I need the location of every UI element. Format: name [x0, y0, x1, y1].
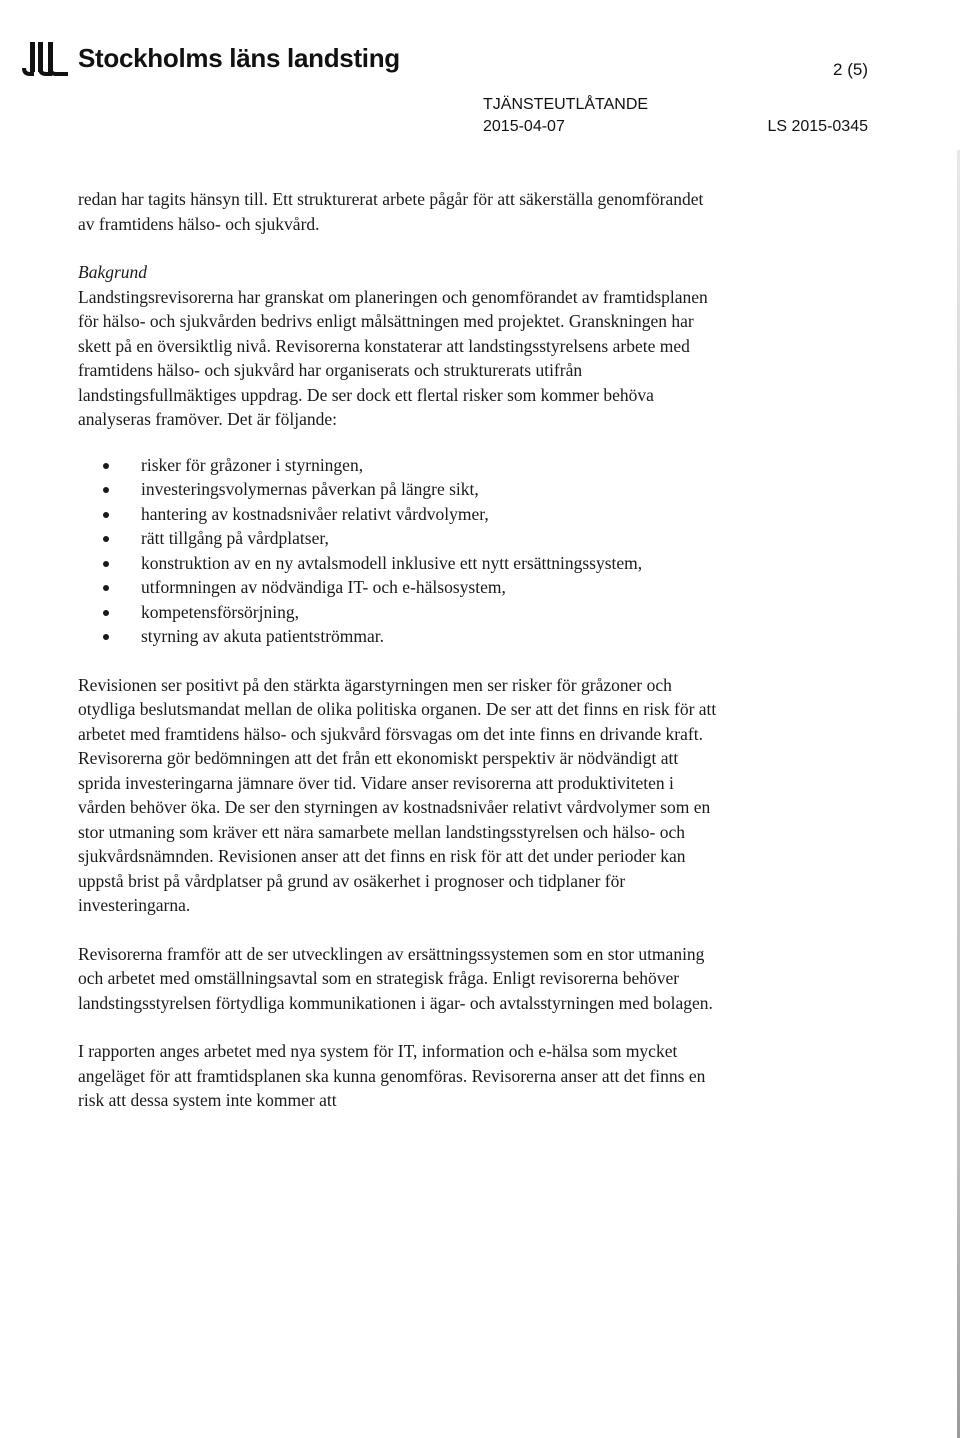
list-item: utformningen av nödvändiga IT- och e-hälsosystem, — [78, 575, 718, 600]
list-item: styrning av akuta patientströmmar. — [78, 624, 718, 649]
section-heading: Bakgrund — [78, 262, 148, 282]
document-body — [78, 187, 718, 1113]
document-date: 2015-04-07 — [483, 118, 565, 135]
logo — [20, 38, 400, 78]
paragraph: redan har tagits hänsyn till. Ett strukturerat arbete pågår för att säkerställa genomförandet av framtidens hälso- och sjukvård. — [78, 189, 704, 234]
list-item: konstruktion av en ny avtalsmodell inklusive ett nytt ersättningssystem, — [78, 551, 718, 576]
paragraph: Revisorerna framför att de ser utvecklingen av ersättningssystemen som en stor utmaning och arbetet med omställningsavtal som en strategisk fråga. Enligt revisorerna behöver landstingsstyrelsen förtydliga kommunikationen i ägar- och avtalsstyrningen med bolagen. — [78, 943, 713, 1013]
list-item: kompetensförsörjning, — [78, 600, 718, 625]
list-item: risker för gråzoner i styrningen, — [78, 453, 718, 478]
document-type: TJÄNSTEUTLÅTANDE — [483, 96, 649, 113]
document-reference: LS 2015-0345 — [767, 118, 868, 135]
list-item: investeringsvolymernas påverkan på längre sikt, — [78, 477, 718, 502]
paragraph: I rapporten anges arbetet med nya system för IT, information och e-hälsa som mycket angeläget för att framtidsplanen ska kunna genomföras. Revisorerna anser att det finns en risk att dessa system inte kommer att — [78, 1041, 706, 1110]
paragraph: Landstingsrevisorerna har granskat om planeringen och genomförandet av framtidsplanen för hälso- och sjukvården bedrivs enligt målsättningen med projektet. Granskningen har skett på en översiktlig nivå. Revisorerna konstaterar att landstingsstyrelsens arbete med framtidens hälso- och sjukvård har organiserats och strukturerats utifrån landstingsfullmäktiges uppdrag. De ser dock ett flertal risker som kommer behöva analyseras framöver. Det är följande: — [78, 286, 708, 429]
sll-logo-icon — [20, 38, 70, 78]
logo-text: Stockholms läns landsting — [78, 42, 400, 73]
page-number: 2 (5) — [833, 60, 868, 79]
list-item: rätt tillgång på vårdplatser, — [78, 526, 718, 551]
paragraph: Revisionen ser positivt på den stärkta ägarstyrningen men ser risker för gråzoner och otydliga beslutsmandat mellan de olika politiska organen. De ser att det finns en risk för att arbetet med framtidens hälso- och sjukvård försvagas om det inte finns en drivande kraft. Revisorerna gör bedömningen att det från ett ekonomiskt perspektiv är nödvändigt att sprida investeringarna jämnare över tid. Vidare anser revisorerna att produktiviteten i vården behöver öka. De ser den styrningen av kostnadsnivåer relativt vårdvolymer som en stor utmaning som kräver ett nära samarbete mellan landstingsstyrelsen och hälso- och sjukvårdsnämnden. Revisionen anser att det finns en risk för att det under perioder kan uppstå brist på vårdplatser på grund av osäkerhet i prognoser och tidplaner för investeringarna. — [78, 674, 717, 915]
risk-list — [78, 453, 718, 649]
list-item: hantering av kostnadsnivåer relativt vårdvolymer, — [78, 502, 718, 527]
